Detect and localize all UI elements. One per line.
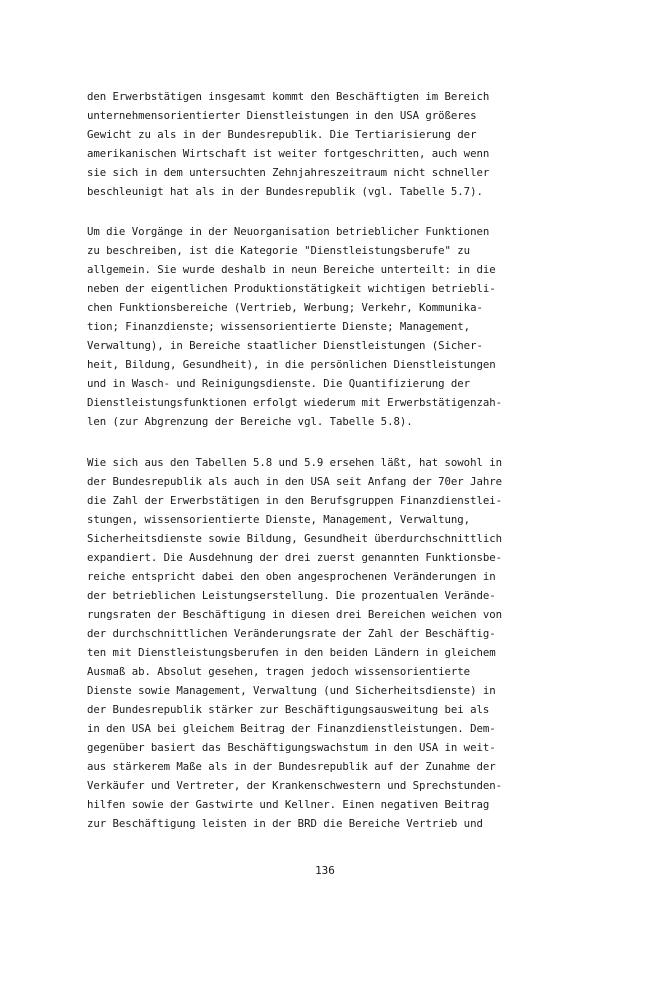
text-line: hilfen sowie der Gastwirte und Kellner. Einen negativen Beitrag [87, 798, 490, 811]
text-line: stungen, wissensorientierte Dienste, Management, Verwaltung, [87, 513, 471, 526]
text-line: Verwaltung), in Bereiche staatlicher Dienstleistungen (Sicher- [87, 339, 483, 352]
text-line: Ausmaß ab. Absolut gesehen, tragen jedoch wissensorientierte [87, 665, 471, 678]
text-line: Dienste sowie Management, Verwaltung (und Sicherheitsdienste) in [87, 684, 496, 697]
paragraph-3 [87, 453, 565, 833]
text-line: reiche entspricht dabei den oben angesprochenen Veränderungen in [87, 570, 496, 583]
text-line: ten mit Dienstleistungsberufen in den beiden Ländern in gleichem [87, 646, 496, 659]
text-line: Um die Vorgänge in der Neuorganisation betrieblicher Funktionen [87, 225, 490, 238]
text-line: den Erwerbstätigen insgesamt kommt den Beschäftigten im Bereich [87, 90, 490, 103]
text-line: der durchschnittlichen Veränderungsrate der Zahl der Beschäftig- [87, 627, 496, 640]
text-line: Sicherheitsdienste sowie Bildung, Gesundheit überdurchschnittlich [87, 532, 502, 545]
text-line: rungsraten der Beschäftigung in diesen drei Bereichen weichen von [87, 608, 502, 621]
text-line: Dienstleistungsfunktionen erfolgt wiederum mit Erwerbstätigenzah- [87, 396, 502, 409]
text-line: unternehmensorientierter Dienstleistungen in den USA größeres [87, 109, 477, 122]
text-line: sie sich in dem untersuchten Zehnjahreszeitraum nicht schneller [87, 166, 490, 179]
text-line: len (zur Abgrenzung der Bereiche vgl. Tabelle 5.8). [87, 415, 413, 428]
paragraph-1 [87, 87, 565, 201]
text-line: allgemein. Sie wurde deshalb in neun Bereiche unterteilt: in die [87, 263, 496, 276]
text-line: zur Beschäftigung leisten in der BRD die Bereiche Vertrieb und [87, 817, 483, 830]
text-line: Gewicht zu als in der Bundesrepublik. Die Tertiarisierung der [87, 128, 477, 141]
text-line: heit, Bildung, Gesundheit), in die persönlichen Dienstleistungen [87, 358, 496, 371]
text-line: zu beschreiben, ist die Kategorie "Dienstleistungsberufe" zu [87, 244, 471, 257]
text-line: der Bundesrepublik stärker zur Beschäftigungsausweitung bei als [87, 703, 490, 716]
text-line: tion; Finanzdienste; wissensorientierte Dienste; Management, [87, 320, 471, 333]
text-line: und in Wasch- und Reinigungsdienste. Die Quantifizierung der [87, 377, 471, 390]
text-line: gegenüber basiert das Beschäftigungswachstum in den USA in weit- [87, 741, 496, 754]
text-line: beschleunigt hat als in der Bundesrepublik (vgl. Tabelle 5.7). [87, 185, 483, 198]
text-line: neben der eigentlichen Produktionstätigkeit wichtigen betriebli- [87, 282, 496, 295]
text-line: chen Funktionsbereiche (Vertrieb, Werbung; Verkehr, Kommunika- [87, 301, 483, 314]
text-line: in den USA bei gleichem Beitrag der Finanzdienstleistungen. Dem- [87, 722, 496, 735]
text-line: expandiert. Die Ausdehnung der drei zuerst genannten Funktionsbe- [87, 551, 502, 564]
page-number: 136 [315, 864, 335, 877]
text-line: amerikanischen Wirtschaft ist weiter fortgeschritten, auch wenn [87, 147, 490, 160]
text-line: der betrieblichen Leistungserstellung. Die prozentualen Verände- [87, 589, 496, 602]
text-line: aus stärkerem Maße als in der Bundesrepublik auf der Zunahme der [87, 760, 496, 773]
text-line: Verkäufer und Vertreter, der Krankenschwestern und Sprechstunden- [87, 779, 502, 792]
paragraph-2 [87, 222, 565, 431]
text-line: Wie sich aus den Tabellen 5.8 und 5.9 ersehen läßt, hat sowohl in [87, 456, 502, 469]
text-line: der Bundesrepublik als auch in den USA seit Anfang der 70er Jahre [87, 475, 502, 488]
text-line: die Zahl der Erwerbstätigen in den Berufsgruppen Finanzdienstlei- [87, 494, 502, 507]
